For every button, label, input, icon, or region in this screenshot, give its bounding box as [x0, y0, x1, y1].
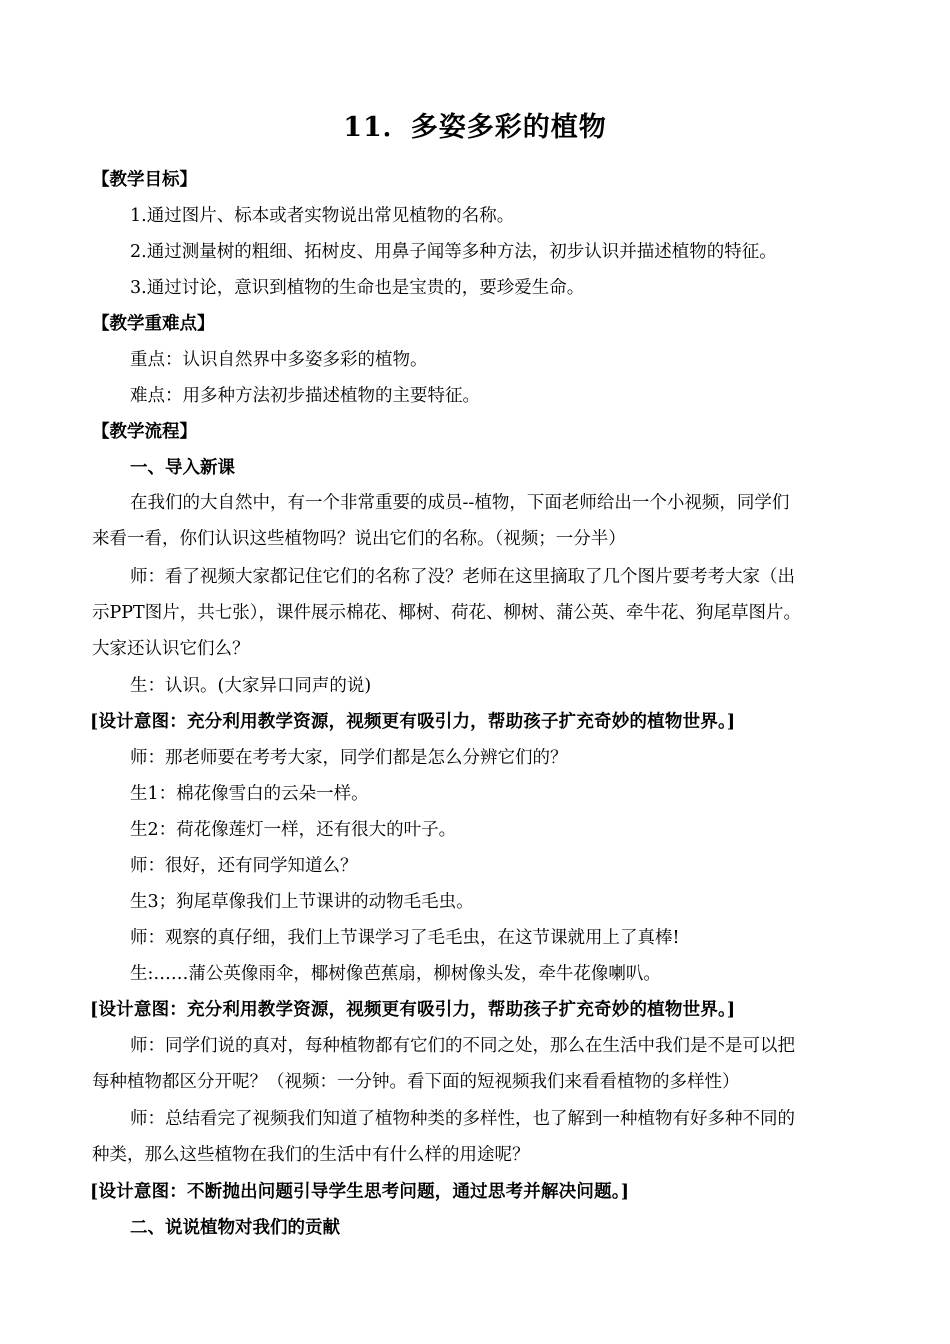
goal-item-1: 1.通过图片、标本或者实物说出常见植物的名称。: [130, 206, 515, 226]
paragraph-summary-line-1: 师：总结看完了视频我们知道了植物种类的多样性，也了解到一种植物有好多种不同的: [130, 1109, 795, 1129]
paragraph-diversity-line-1: 师：同学们说的真对，每种植物都有它们的不同之处，那么在生活中我们是不是可以把: [130, 1036, 795, 1056]
paragraph-intro-line-1: 在我们的大自然中，有一个非常重要的成员--植物，下面老师给出一个小视频，同学们: [130, 493, 790, 513]
paragraph-teacher-line-3: 大家还认识它们么？: [92, 639, 250, 659]
teacher-question: 师：那老师要在考考大家，同学们都是怎么分辨它们的？: [130, 748, 568, 768]
focus-text: 重点：认识自然界中多姿多彩的植物。: [130, 350, 428, 370]
student-3-answer: 生3；狗尾草像我们上节课讲的动物毛毛虫。: [130, 892, 474, 912]
subsection-heading-intro: 一、导入新课: [130, 458, 235, 478]
teacher-good: 师：很好，还有同学知道么？: [130, 856, 358, 876]
design-intent-1: [设计意图：充分利用教学资源，视频更有吸引力，帮助孩子扩充奇妙的植物世界。]: [90, 712, 736, 732]
design-intent-2: [设计意图：充分利用教学资源，视频更有吸引力，帮助孩子扩充奇妙的植物世界。]: [90, 1000, 736, 1020]
design-intent-3: [设计意图：不断抛出问题引导学生思考问题，通过思考并解决问题。]: [90, 1182, 630, 1202]
paragraph-summary-line-2: 种类，那么这些植物在我们的生活中有什么样的用途呢？: [92, 1145, 530, 1165]
student-2-answer: 生2：荷花像莲灯一样，还有很大的叶子。: [130, 820, 457, 840]
difficulty-text: 难点：用多种方法初步描述植物的主要特征。: [130, 386, 480, 406]
goal-item-3: 3.通过讨论，意识到植物的生命也是宝贵的，要珍爱生命。: [130, 278, 585, 298]
section-heading-key-points: 【教学重难点】: [92, 314, 215, 334]
paragraph-intro-line-2: 来看一看，你们认识这些植物吗？说出它们的名称。（视频；一分半）: [92, 529, 626, 549]
teacher-praise: 师：观察的真仔细，我们上节课学习了毛毛虫，在这节课就用上了真棒!: [130, 928, 680, 948]
paragraph-diversity-line-2: 每种植物都区分开呢？（视频：一分钟。看下面的短视频我们来看看植物的多样性）: [92, 1072, 740, 1092]
goal-item-2: 2.通过测量树的粗细、拓树皮、用鼻子闻等多种方法，初步认识并描述植物的特征。: [130, 242, 777, 262]
paragraph-teacher-line-2: 示PPT图片，共七张），课件展示棉花、椰树、荷花、柳树、蒲公英、牵牛花、狗尾草图片。: [92, 603, 801, 623]
student-1-answer: 生1：棉花像雪白的云朵一样。: [130, 784, 369, 804]
paragraph-teacher-line-1: 师：看了视频大家都记住它们的名称了没？老师在这里摘取了几个图片要考考大家（出: [130, 567, 795, 587]
subsection-heading-contribution: 二、说说植物对我们的贡献: [130, 1218, 340, 1238]
student-answer: 生：认识。(大家异口同声的说): [130, 676, 372, 696]
document-title: 11．多姿多彩的植物: [343, 112, 607, 143]
section-heading-process: 【教学流程】: [92, 422, 197, 442]
section-heading-goals: 【教学目标】: [92, 170, 197, 190]
student-more-answers: 生:……蒲公英像雨伞，椰树像芭蕉扇，柳树像头发，牵牛花像喇叭。: [130, 964, 661, 984]
